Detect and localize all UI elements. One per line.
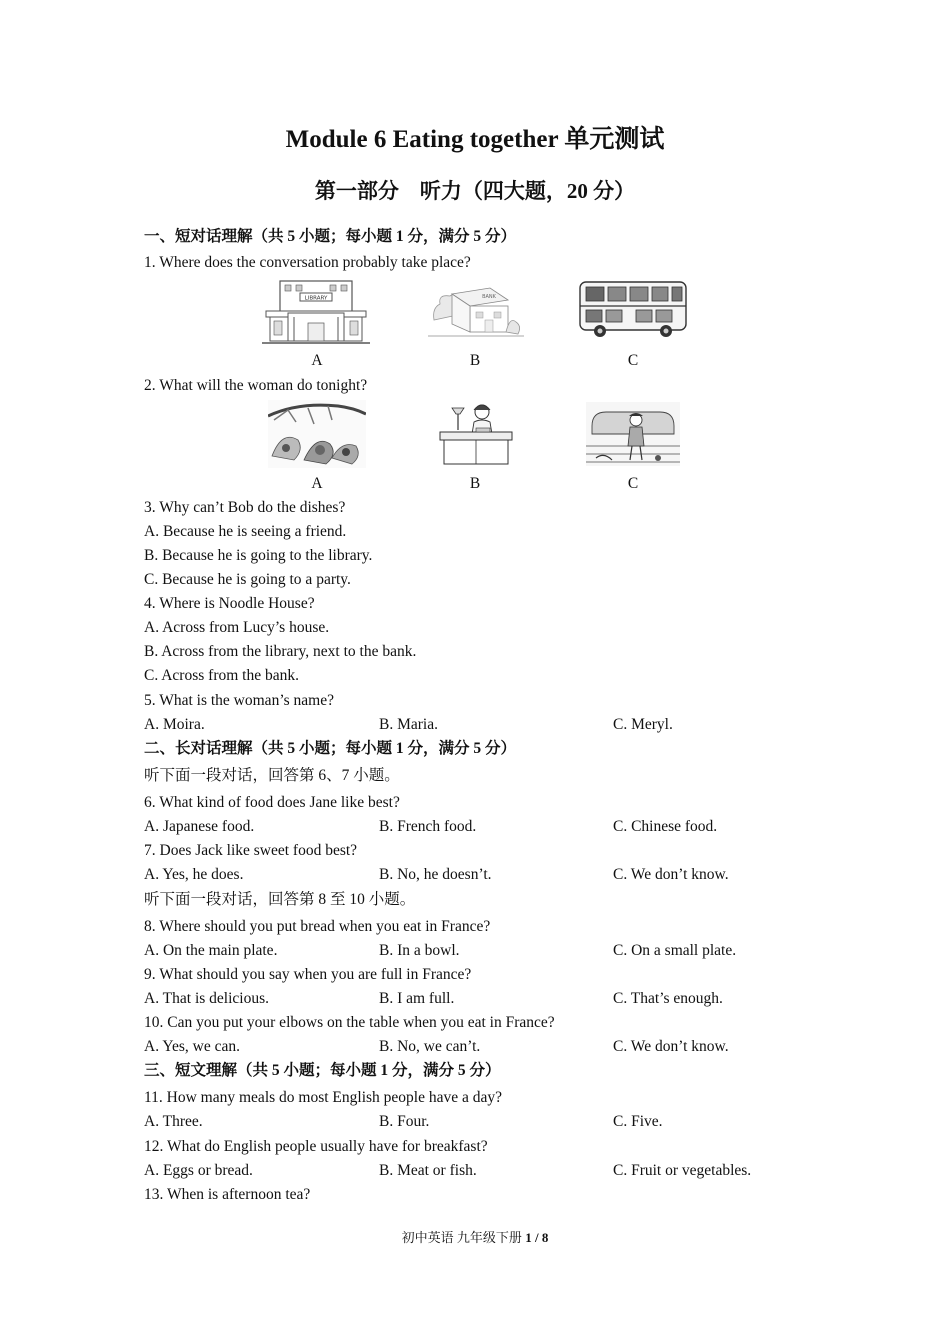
q3-option-a: A. Because he is seeing a friend. (144, 523, 347, 540)
q5-option-c: C. Meryl. (613, 716, 673, 733)
girl-cleaning-room-picture (586, 402, 680, 466)
q3-option-c: C. Because he is going to a party. (144, 571, 351, 588)
question-6-stem: 6. What kind of food does Jane like best? (144, 794, 400, 811)
q6-option-c: C. Chinese food. (613, 818, 718, 835)
q11-option-b: B. Four. (379, 1113, 430, 1130)
q1-option-c-label: C (627, 352, 639, 369)
question-3-stem: 3. Why can’t Bob do the dishes? (144, 499, 346, 516)
page-footer (0, 1228, 950, 1248)
q4-option-a: A. Across from Lucy’s house. (144, 619, 330, 636)
listening-note-2: 听下面一段对话，回答第 8 至 10 小题。 (144, 891, 416, 908)
q1-option-b-label: B (469, 352, 481, 369)
q10-option-a: A. Yes, we can. (144, 1038, 241, 1055)
question-8-stem: 8. Where should you put bread when you eat in France? (144, 918, 491, 935)
library-sign-text: LIBRARY (304, 295, 328, 302)
section-heading-3: 三、短文理解（共 5 小题；每小题 1 分，满分 5 分） (144, 1062, 501, 1079)
listening-note-1: 听下面一段对话，回答第 6、7 小题。 (144, 767, 400, 784)
q2-option-c-label: C (627, 475, 639, 492)
question-9-stem: 9. What should you say when you are full in France? (144, 966, 472, 983)
q12-option-c: C. Fruit or vegetables. (613, 1162, 752, 1179)
girl-at-desk-picture (436, 400, 516, 466)
q9-option-c: C. That’s enough. (613, 990, 723, 1007)
q7-option-a: A. Yes, he does. (144, 866, 244, 883)
q5-option-b: B. Maria. (379, 716, 438, 733)
section-heading-2: 二、长对话理解（共 5 小题；每小题 1 分，满分 5 分） (144, 740, 517, 757)
question-11-stem: 11. How many meals do most English people have a day? (144, 1089, 502, 1106)
question-7-stem: 7. Does Jack like sweet food best? (144, 842, 358, 859)
q12-option-b: B. Meat or fish. (379, 1162, 477, 1179)
footer-total-pages: 8 (541, 1230, 549, 1245)
q9-option-b: B. I am full. (379, 990, 455, 1007)
q10-option-c: C. We don’t know. (613, 1038, 729, 1055)
q3-option-b: B. Because he is going to the library. (144, 547, 373, 564)
double-decker-bus-picture (576, 278, 690, 340)
q7-option-c: C. We don’t know. (613, 866, 729, 883)
question-4-stem: 4. Where is Noodle House? (144, 595, 315, 612)
q8-option-a: A. On the main plate. (144, 942, 278, 959)
page-title: Module 6 Eating together 单元测试 (285, 126, 665, 153)
q9-option-a: A. That is delicious. (144, 990, 269, 1007)
q10-option-b: B. No, we can’t. (379, 1038, 481, 1055)
q1-option-a-label: A (311, 352, 323, 369)
q2-option-a-label: A (311, 475, 323, 492)
question-10-stem: 10. Can you put your elbows on the table when you eat in France? (144, 1014, 555, 1031)
q11-option-a: A. Three. (144, 1113, 203, 1130)
q11-option-c: C. Five. (613, 1113, 663, 1130)
q8-option-b: B. In a bowl. (379, 942, 460, 959)
q2-option-b-label: B (469, 475, 481, 492)
bank-picture (428, 280, 524, 342)
question-12-stem: 12. What do English people usually have for breakfast? (144, 1138, 488, 1155)
q12-option-a: A. Eggs or bread. (144, 1162, 253, 1179)
footer-separator: / (534, 1230, 539, 1245)
part-heading: 第一部分 听力（四大题，20 分） (314, 179, 636, 203)
q5-option-a: A. Moira. (144, 716, 205, 733)
footer-page-number: 1 (525, 1230, 532, 1245)
q4-option-b: B. Across from the library, next to the bank. (144, 643, 417, 660)
footer-course: 初中英语 九年级下册 (401, 1230, 522, 1245)
q6-option-b: B. French food. (379, 818, 477, 835)
question-5-stem: 5. What is the woman’s name? (144, 692, 334, 709)
q7-option-b: B. No, he doesn’t. (379, 866, 492, 883)
section-heading-1: 一、短对话理解（共 5 小题；每小题 1 分，满分 5 分） (144, 228, 517, 245)
q6-option-a: A. Japanese food. (144, 818, 255, 835)
question-2-stem: 2. What will the woman do tonight? (144, 377, 368, 394)
outdoor-scene-picture (268, 400, 366, 468)
q4-option-c: C. Across from the bank. (144, 667, 299, 684)
q8-option-c: C. On a small plate. (613, 942, 737, 959)
bank-sign-text: BANK (482, 294, 496, 300)
question-1-stem: 1. Where does the conversation probably take place? (144, 254, 471, 271)
question-13-stem: 13. When is afternoon tea? (144, 1186, 311, 1203)
library-picture (262, 277, 370, 347)
